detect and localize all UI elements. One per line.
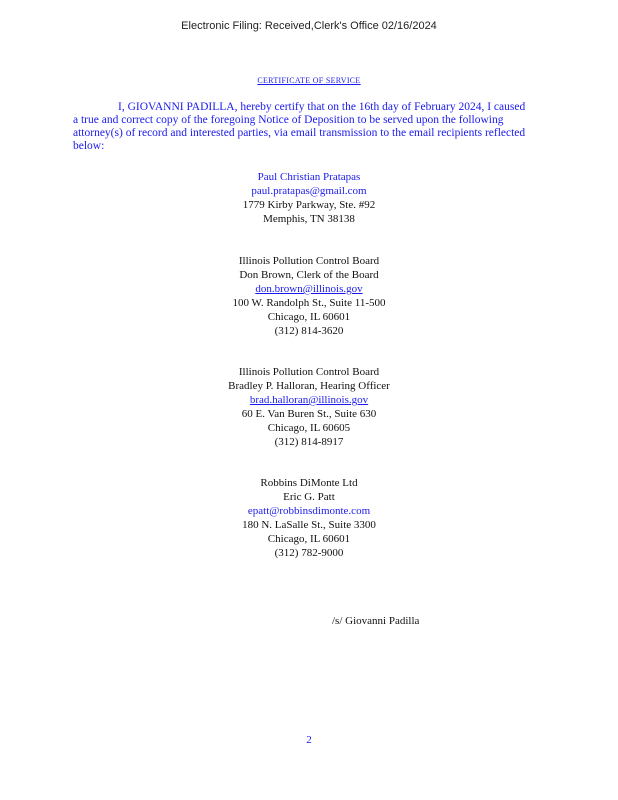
recipient-address-line: 100 W. Randolph St., Suite 11-500 bbox=[232, 297, 386, 309]
intro-line-1: I, GIOVANNI PADILLA, hereby certify that on the 16th day of February 2024, I caused bbox=[118, 101, 526, 113]
recipient-address-line: 180 N. LaSalle St., Suite 3300 bbox=[242, 519, 376, 531]
efiling-header: Electronic Filing: Received,Clerk's Office 02/16/2024 bbox=[181, 20, 437, 32]
signature: /s/ Giovanni Padilla bbox=[332, 615, 420, 627]
recipient-email-link[interactable]: brad.halloran@illinois.gov bbox=[249, 394, 369, 406]
recipient-phone: (312) 814-3620 bbox=[274, 325, 344, 337]
recipient-block-pratapas bbox=[209, 170, 409, 226]
recipient-block-patt bbox=[209, 476, 409, 560]
recipient-block-brown bbox=[209, 254, 409, 338]
recipient-email-link[interactable]: don.brown@illinois.gov bbox=[255, 283, 363, 295]
recipient-name: Eric G. Patt bbox=[283, 491, 335, 503]
recipient-address-line: 60 E. Van Buren St., Suite 630 bbox=[241, 408, 377, 420]
recipient-org: Robbins DiMonte Ltd bbox=[260, 477, 358, 489]
recipient-phone: (312) 814-8917 bbox=[274, 436, 344, 448]
recipient-phone: (312) 782-9000 bbox=[274, 547, 344, 559]
certificate-title: CERTIFICATE OF SERVICE bbox=[257, 76, 361, 85]
recipient-name: Don Brown, Clerk of the Board bbox=[239, 269, 379, 281]
page-number: 2 bbox=[306, 734, 312, 746]
recipient-name: Paul Christian Pratapas bbox=[257, 171, 361, 183]
recipient-org: Illinois Pollution Control Board bbox=[238, 366, 380, 378]
intro-line-3: attorney(s) of record and interested parties, via email transmission to the email recipients reflected bbox=[73, 127, 526, 139]
recipient-address-line: Chicago, IL 60605 bbox=[267, 422, 351, 434]
recipient-name: Bradley P. Halloran, Hearing Officer bbox=[228, 380, 390, 392]
recipient-address-line: Chicago, IL 60601 bbox=[267, 311, 351, 323]
recipient-email-link[interactable]: paul.pratapas@gmail.com bbox=[251, 185, 367, 197]
recipient-org: Illinois Pollution Control Board bbox=[238, 255, 380, 267]
intro-line-4: below: bbox=[73, 140, 105, 152]
recipient-address-line: 1779 Kirby Parkway, Ste. #92 bbox=[242, 199, 376, 211]
recipient-address-line: Memphis, TN 38138 bbox=[263, 213, 355, 225]
intro-line-2: a true and correct copy of the foregoing Notice of Deposition to be served upon the following bbox=[73, 114, 504, 126]
recipient-address-line: Chicago, IL 60601 bbox=[267, 533, 351, 545]
recipient-block-halloran bbox=[209, 365, 409, 449]
recipient-email-link[interactable]: epatt@robbinsdimonte.com bbox=[247, 505, 371, 517]
